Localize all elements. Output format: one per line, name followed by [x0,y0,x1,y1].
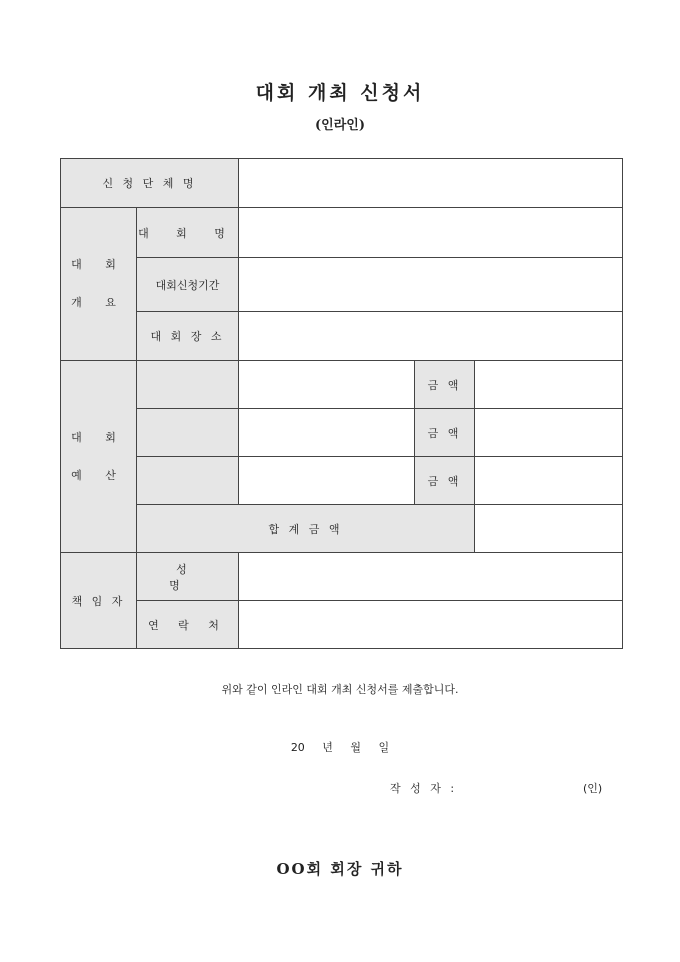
manager-label: 책 임 자 [61,553,137,649]
contact-field[interactable] [239,601,623,649]
budget-description-field[interactable] [239,409,415,457]
budget-item-field[interactable] [137,409,239,457]
declaration-text: 위와 같이 인라인 대회 개최 신청서를 제출합니다. [221,683,459,696]
budget-section-label [61,361,137,553]
budget-item-field[interactable] [137,457,239,505]
overview-section-label [61,208,137,361]
contact-label: 연 락 처 [137,601,239,649]
overview-label-line1: 대 회 [71,258,126,271]
amount-label: 금 액 [415,409,475,457]
budget-label-line1: 대 회 [71,430,126,444]
overview-label-line2: 개 요 [71,296,126,309]
writer-label: 작 성 자 : [390,782,458,795]
budget-description-field[interactable] [239,457,415,505]
venue-label: 대 회 장 소 [137,312,239,361]
amount-field[interactable] [475,409,623,457]
applicant-field[interactable] [239,159,623,208]
name-label: 성 명 [137,553,239,601]
total-amount-label: 합 계 금 액 [137,505,475,553]
document-subtitle: (인라인) [315,118,365,133]
amount-field[interactable] [475,457,623,505]
venue-field[interactable] [239,312,623,361]
addressee: OO회 회장 귀하 [276,860,404,878]
amount-label: 금 액 [415,457,475,505]
event-name-label: 대 회 명 [137,208,239,258]
date-line: 20 년 월 일 [290,741,390,754]
budget-description-field[interactable] [239,361,415,409]
document-title: 대회 개최 신청서 [255,82,425,104]
seal-label: (인) [583,782,603,795]
budget-item-field[interactable] [137,361,239,409]
application-period-field[interactable] [239,258,623,312]
application-form-table [60,158,623,649]
event-name-field[interactable] [239,208,623,258]
amount-field[interactable] [475,361,623,409]
total-amount-field[interactable] [475,505,623,553]
budget-label-line2: 예 산 [71,468,126,482]
name-field[interactable] [239,553,623,601]
amount-label: 금 액 [415,361,475,409]
applicant-label: 신 청 단 체 명 [61,159,239,208]
application-period-label: 대회신청기간 [137,258,239,312]
